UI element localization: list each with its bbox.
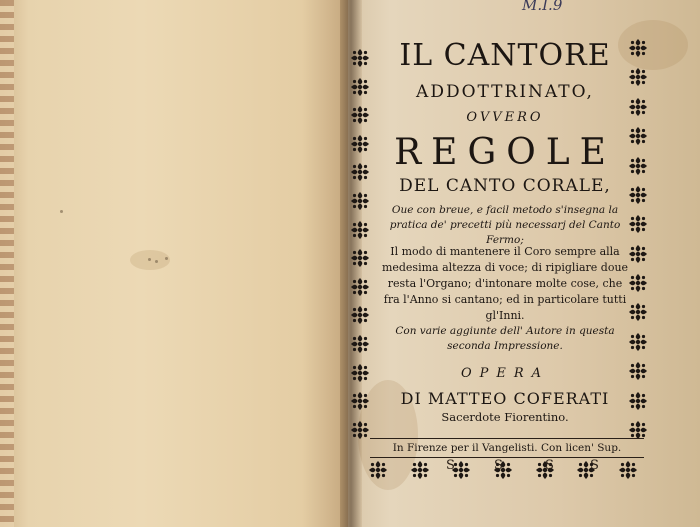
fleuron-ornament-icon — [350, 391, 370, 411]
author-name: DI MATTEO COFERATI — [400, 389, 610, 408]
bottom-mark: S — [590, 458, 599, 473]
imprint-line: In Firenze per il Vangelisti. Con licen' Sup. — [392, 442, 622, 454]
fleuron-ornament-icon — [368, 460, 388, 480]
fleuron-ornament-icon — [350, 162, 370, 182]
fleuron-ornament-icon — [628, 273, 648, 293]
canto-corale-line: DEL CANTO CORALE, — [399, 176, 611, 196]
fleuron-ornament-icon — [350, 248, 370, 268]
fleuron-ornament-icon — [350, 305, 370, 325]
imprint-rule-bottom — [370, 457, 644, 458]
fleuron-ornament-icon — [628, 332, 648, 352]
ovvero-line: OVVERO — [466, 110, 544, 125]
regole-heading: REGOLE — [394, 132, 616, 173]
fleuron-ornament-icon — [628, 214, 648, 234]
description-paragraph-2: Il modo di mantenere il Coro sempre alla medesima altezza di voce; di ripigliare doue resta l'Organo; d'intonare molte cose, che fra l'Anno si cantano; ed in particolare tutti gl'Inni. — [381, 245, 629, 322]
author-role: Sacerdote Fiorentino. — [441, 410, 569, 424]
fleuron-ornament-icon — [350, 363, 370, 383]
fleuron-ornament-icon — [628, 156, 648, 176]
shelfmark-annotation: M.I.9 — [522, 0, 563, 14]
fleuron-ornament-icon — [410, 460, 430, 480]
imprint-rule-top — [370, 438, 644, 439]
fleuron-ornament-icon — [628, 244, 648, 264]
fleuron-ornament-icon — [628, 38, 648, 58]
fleuron-ornament-icon — [628, 391, 648, 411]
bottom-mark: S — [494, 458, 503, 473]
fleuron-ornament-icon — [350, 134, 370, 154]
fleuron-ornament-icon — [350, 48, 370, 68]
fleuron-ornament-icon — [350, 220, 370, 240]
fleuron-ornament-icon — [350, 105, 370, 125]
fleuron-ornament-icon — [628, 420, 648, 440]
bottom-mark: S — [446, 458, 455, 473]
fleuron-ornament-icon — [628, 126, 648, 146]
fleuron-ornament-icon — [628, 67, 648, 87]
book-title: IL CANTORE — [399, 38, 611, 73]
fleuron-ornament-icon — [350, 191, 370, 211]
fleuron-ornament-icon — [350, 77, 370, 97]
description-paragraph-1: Oue con breue, e facil metodo s'insegna la pratica de' precetti più necessarj del Canto Fermo; — [389, 204, 621, 246]
fleuron-ornament-icon — [350, 277, 370, 297]
ornament-border-right — [628, 38, 648, 440]
fleuron-ornament-icon — [618, 460, 638, 480]
fleuron-ornament-icon — [350, 420, 370, 440]
bottom-mark: S — [545, 458, 554, 473]
opera-label: OPERA — [460, 366, 550, 381]
book-subtitle: ADDOTTRINATO, — [416, 82, 594, 102]
fleuron-ornament-icon — [350, 334, 370, 354]
ornament-border-left — [350, 48, 370, 440]
left-page-edge — [0, 0, 14, 527]
fleuron-ornament-icon — [628, 97, 648, 117]
fleuron-ornament-icon — [628, 302, 648, 322]
fleuron-ornament-icon — [628, 361, 648, 381]
edition-note: Con varie aggiunte dell' Autore in questa seconda Impressione. — [395, 325, 615, 352]
fleuron-ornament-icon — [628, 185, 648, 205]
